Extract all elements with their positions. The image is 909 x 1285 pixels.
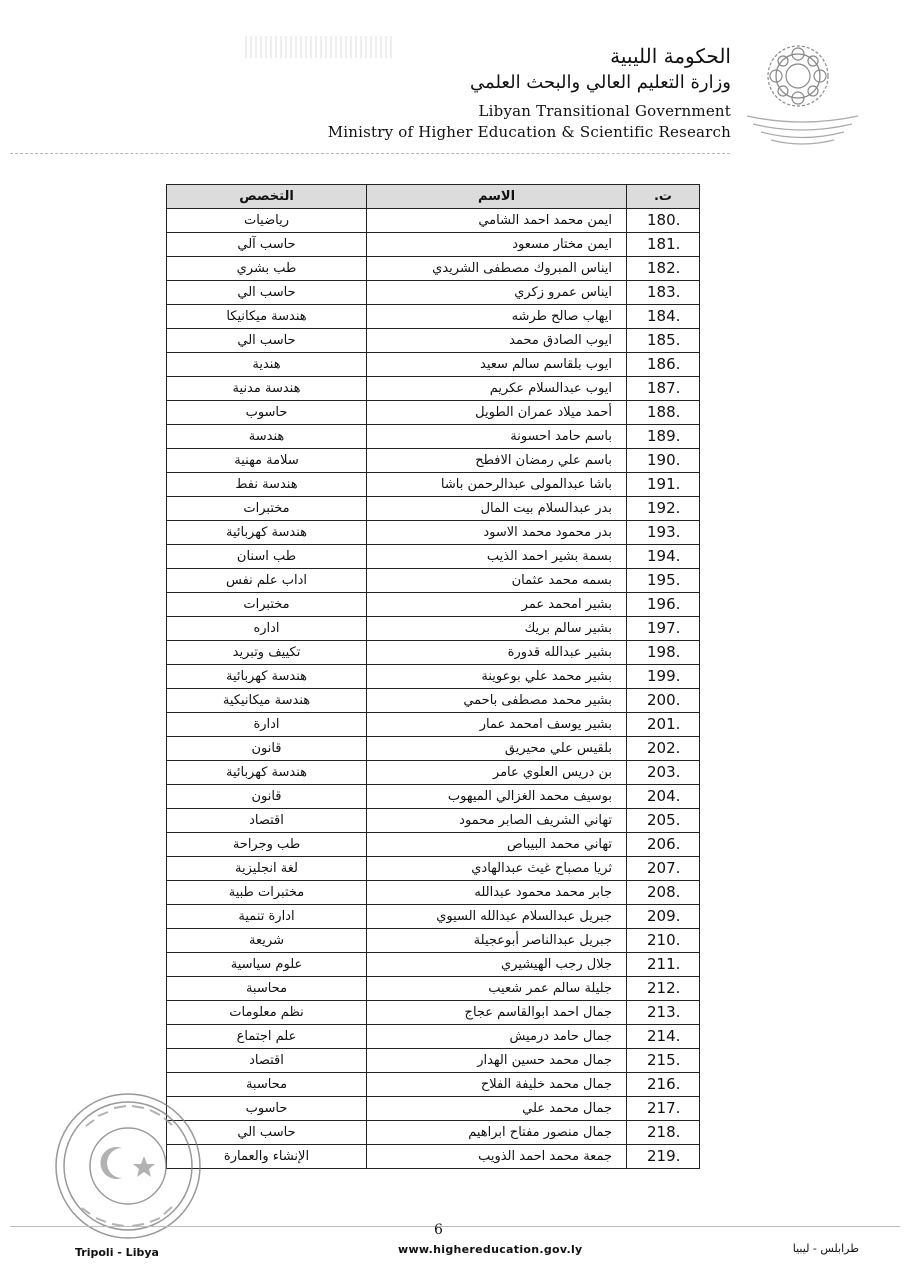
row-specialty: حاسوب <box>167 1097 367 1121</box>
row-number: 194. <box>627 545 700 569</box>
row-number: 195. <box>627 569 700 593</box>
row-name: بشير محمد علي بوعوينة <box>367 665 627 689</box>
table-row <box>167 593 700 617</box>
table-row <box>167 1025 700 1049</box>
table-row <box>167 1097 700 1121</box>
row-name: ايهاب صالح طرشه <box>367 305 627 329</box>
row-number: 212. <box>627 977 700 1001</box>
row-specialty: قانون <box>167 737 367 761</box>
footer-city-arabic: طرابلس - ليبيا <box>792 1242 859 1255</box>
row-specialty: مختبرات <box>167 497 367 521</box>
row-specialty: علم اجتماع <box>167 1025 367 1049</box>
row-number: 207. <box>627 857 700 881</box>
table-row <box>167 977 700 1001</box>
row-specialty: هندسة كهربائية <box>167 761 367 785</box>
table-row <box>167 281 700 305</box>
table-row <box>167 617 700 641</box>
row-number: 187. <box>627 377 700 401</box>
row-name: بشير محمد مصطفى باحمي <box>367 689 627 713</box>
table-row <box>167 305 700 329</box>
table-row <box>167 737 700 761</box>
row-name: بشير سالم بريك <box>367 617 627 641</box>
row-specialty: الإنشاء والعمارة <box>167 1145 367 1169</box>
table-row <box>167 497 700 521</box>
table-row <box>167 401 700 425</box>
row-specialty: حاسب الي <box>167 329 367 353</box>
row-name: أحمد ميلاد عمران الطويل <box>367 401 627 425</box>
row-specialty: سلامة مهنية <box>167 449 367 473</box>
row-specialty: مختبرات <box>167 593 367 617</box>
row-specialty: ادارة <box>167 713 367 737</box>
footer-divider <box>10 1226 900 1227</box>
row-number: 217. <box>627 1097 700 1121</box>
row-name: بدر عبدالسلام بيت المال <box>367 497 627 521</box>
row-specialty: اقتصاد <box>167 809 367 833</box>
row-number: 218. <box>627 1121 700 1145</box>
table-row <box>167 689 700 713</box>
header-english-ministry: Ministry of Higher Education & Scientific Research <box>327 123 731 141</box>
table-row <box>167 929 700 953</box>
row-name: جليلة سالم عمر شعيب <box>367 977 627 1001</box>
row-name: بن دريس العلوي عامر <box>367 761 627 785</box>
row-specialty: طب وجراحة <box>167 833 367 857</box>
row-name: بشير امحمد عمر <box>367 593 627 617</box>
emblem-ribbon-lines <box>745 110 860 150</box>
row-number: 180. <box>627 209 700 233</box>
row-number: 198. <box>627 641 700 665</box>
column-header-name: الاسم <box>367 185 627 209</box>
table-row <box>167 233 700 257</box>
row-number: 201. <box>627 713 700 737</box>
row-name: جمال منصور مفتاح ابراهيم <box>367 1121 627 1145</box>
table-row <box>167 1145 700 1169</box>
row-name: جمال احمد ابوالقاسم عجاج <box>367 1001 627 1025</box>
row-specialty: هندسة ميكانيكا <box>167 305 367 329</box>
header-divider <box>10 153 730 154</box>
row-name: ايناس المبروك مصطفى الشريدي <box>367 257 627 281</box>
row-name: جمال محمد علي <box>367 1097 627 1121</box>
table-row <box>167 209 700 233</box>
table-row <box>167 1001 700 1025</box>
row-number: 199. <box>627 665 700 689</box>
row-specialty: ادارة تنمية <box>167 905 367 929</box>
table-row <box>167 641 700 665</box>
table-row <box>167 377 700 401</box>
row-specialty: هندسة ميكانيكية <box>167 689 367 713</box>
table-row <box>167 665 700 689</box>
row-name: ايناس عمرو زكري <box>367 281 627 305</box>
table-row <box>167 809 700 833</box>
row-name: جمال محمد خليفة الفلاح <box>367 1073 627 1097</box>
row-number: 191. <box>627 473 700 497</box>
row-name: جابر محمد محمود عبدالله <box>367 881 627 905</box>
row-name: تهاني محمد البيباص <box>367 833 627 857</box>
table-row <box>167 545 700 569</box>
row-number: 190. <box>627 449 700 473</box>
header-english-government: Libyan Transitional Government <box>478 102 731 120</box>
table-row <box>167 329 700 353</box>
row-name: جمال محمد حسين الهدار <box>367 1049 627 1073</box>
row-number: 204. <box>627 785 700 809</box>
header-arabic-government: الحكومة الليبية <box>610 44 731 68</box>
row-number: 192. <box>627 497 700 521</box>
row-name: بشير عبدالله قدورة <box>367 641 627 665</box>
row-number: 182. <box>627 257 700 281</box>
row-number: 219. <box>627 1145 700 1169</box>
row-specialty: محاسبة <box>167 977 367 1001</box>
row-specialty: هندسة نفط <box>167 473 367 497</box>
row-number: 206. <box>627 833 700 857</box>
row-specialty: شريعة <box>167 929 367 953</box>
row-name: جلال رجب الهيشيري <box>367 953 627 977</box>
row-name: جبريل عبدالناصر أبوعجيلة <box>367 929 627 953</box>
row-number: 211. <box>627 953 700 977</box>
footer-city-english: Tripoli - Libya <box>75 1246 159 1259</box>
row-number: 181. <box>627 233 700 257</box>
row-name: بسمه محمد عثمان <box>367 569 627 593</box>
row-number: 210. <box>627 929 700 953</box>
row-specialty: لغة انجليزية <box>167 857 367 881</box>
row-name: باسم حامد احسونة <box>367 425 627 449</box>
row-specialty: حاسوب <box>167 401 367 425</box>
row-specialty: طب اسنان <box>167 545 367 569</box>
table-row <box>167 569 700 593</box>
row-number: 203. <box>627 761 700 785</box>
ministry-emblem-icon <box>762 40 834 112</box>
row-specialty: محاسبة <box>167 1073 367 1097</box>
row-specialty: اقتصاد <box>167 1049 367 1073</box>
table-row <box>167 521 700 545</box>
names-table <box>166 184 700 1169</box>
row-name: ايمن محمد احمد الشامي <box>367 209 627 233</box>
row-specialty: نظم معلومات <box>167 1001 367 1025</box>
row-specialty: هندسة كهربائية <box>167 521 367 545</box>
row-specialty: هندسة <box>167 425 367 449</box>
row-specialty: اداره <box>167 617 367 641</box>
row-number: 184. <box>627 305 700 329</box>
faint-scan-mark <box>245 36 395 58</box>
table-row <box>167 713 700 737</box>
row-number: 214. <box>627 1025 700 1049</box>
row-number: 183. <box>627 281 700 305</box>
row-name: ايوب بلقاسم سالم سعيد <box>367 353 627 377</box>
table-row <box>167 1073 700 1097</box>
page-number: 6 <box>434 1222 443 1238</box>
row-number: 197. <box>627 617 700 641</box>
row-name: بدر محمود محمد الاسود <box>367 521 627 545</box>
row-name: باسم علي رمضان الافطح <box>367 449 627 473</box>
table-row <box>167 785 700 809</box>
column-header-specialty: التخصص <box>167 185 367 209</box>
row-specialty: تكييف وتبريد <box>167 641 367 665</box>
row-specialty: اداب علم نفس <box>167 569 367 593</box>
row-number: 213. <box>627 1001 700 1025</box>
row-name: بلقيس علي محيريق <box>367 737 627 761</box>
row-number: 208. <box>627 881 700 905</box>
row-specialty: حاسب الي <box>167 281 367 305</box>
row-name: بشير يوسف امحمد عمار <box>367 713 627 737</box>
table-row <box>167 449 700 473</box>
row-name: ايوب الصادق محمد <box>367 329 627 353</box>
row-number: 196. <box>627 593 700 617</box>
row-specialty: حاسب الي <box>167 1121 367 1145</box>
row-number: 186. <box>627 353 700 377</box>
official-stamp-icon <box>52 1090 204 1242</box>
row-specialty: مختبرات طبية <box>167 881 367 905</box>
row-number: 200. <box>627 689 700 713</box>
row-number: 193. <box>627 521 700 545</box>
table-row <box>167 1049 700 1073</box>
table-row <box>167 257 700 281</box>
table-row <box>167 881 700 905</box>
row-specialty: قانون <box>167 785 367 809</box>
header-arabic-ministry: وزارة التعليم العالي والبحث العلمي <box>470 72 731 93</box>
footer-website-link[interactable]: www.highereducation.gov.ly <box>398 1243 583 1256</box>
table-row <box>167 473 700 497</box>
row-number: 215. <box>627 1049 700 1073</box>
row-name: جمال حامد درميش <box>367 1025 627 1049</box>
row-specialty: علوم سياسية <box>167 953 367 977</box>
row-number: 185. <box>627 329 700 353</box>
row-name: بسمة بشير احمد الذيب <box>367 545 627 569</box>
row-number: 216. <box>627 1073 700 1097</box>
row-specialty: حاسب آلي <box>167 233 367 257</box>
table-row <box>167 953 700 977</box>
row-name: باشا عبدالمولى عبدالرحمن باشا <box>367 473 627 497</box>
table-row <box>167 761 700 785</box>
row-specialty: هندسة مدنية <box>167 377 367 401</box>
table-row <box>167 425 700 449</box>
column-header-number: ت. <box>627 185 700 209</box>
row-specialty: هندسة كهربائية <box>167 665 367 689</box>
row-name: ثريا مصباح غيث عبدالهادي <box>367 857 627 881</box>
row-name: ايوب عبدالسلام عكريم <box>367 377 627 401</box>
row-number: 188. <box>627 401 700 425</box>
row-name: جمعة محمد احمد الذويب <box>367 1145 627 1169</box>
row-number: 205. <box>627 809 700 833</box>
table-row <box>167 1121 700 1145</box>
row-number: 189. <box>627 425 700 449</box>
row-name: بوسيف محمد الغزالي الميهوب <box>367 785 627 809</box>
row-name: جبريل عبدالسلام عبدالله السيوي <box>367 905 627 929</box>
row-specialty: هندية <box>167 353 367 377</box>
row-name: ايمن مختار مسعود <box>367 233 627 257</box>
row-specialty: طب بشري <box>167 257 367 281</box>
row-number: 202. <box>627 737 700 761</box>
table-row <box>167 833 700 857</box>
table-row <box>167 857 700 881</box>
row-specialty: رياضيات <box>167 209 367 233</box>
table-row <box>167 905 700 929</box>
table-header-row <box>167 185 700 209</box>
row-number: 209. <box>627 905 700 929</box>
row-name: تهاني الشريف الصابر محمود <box>367 809 627 833</box>
table-row <box>167 353 700 377</box>
